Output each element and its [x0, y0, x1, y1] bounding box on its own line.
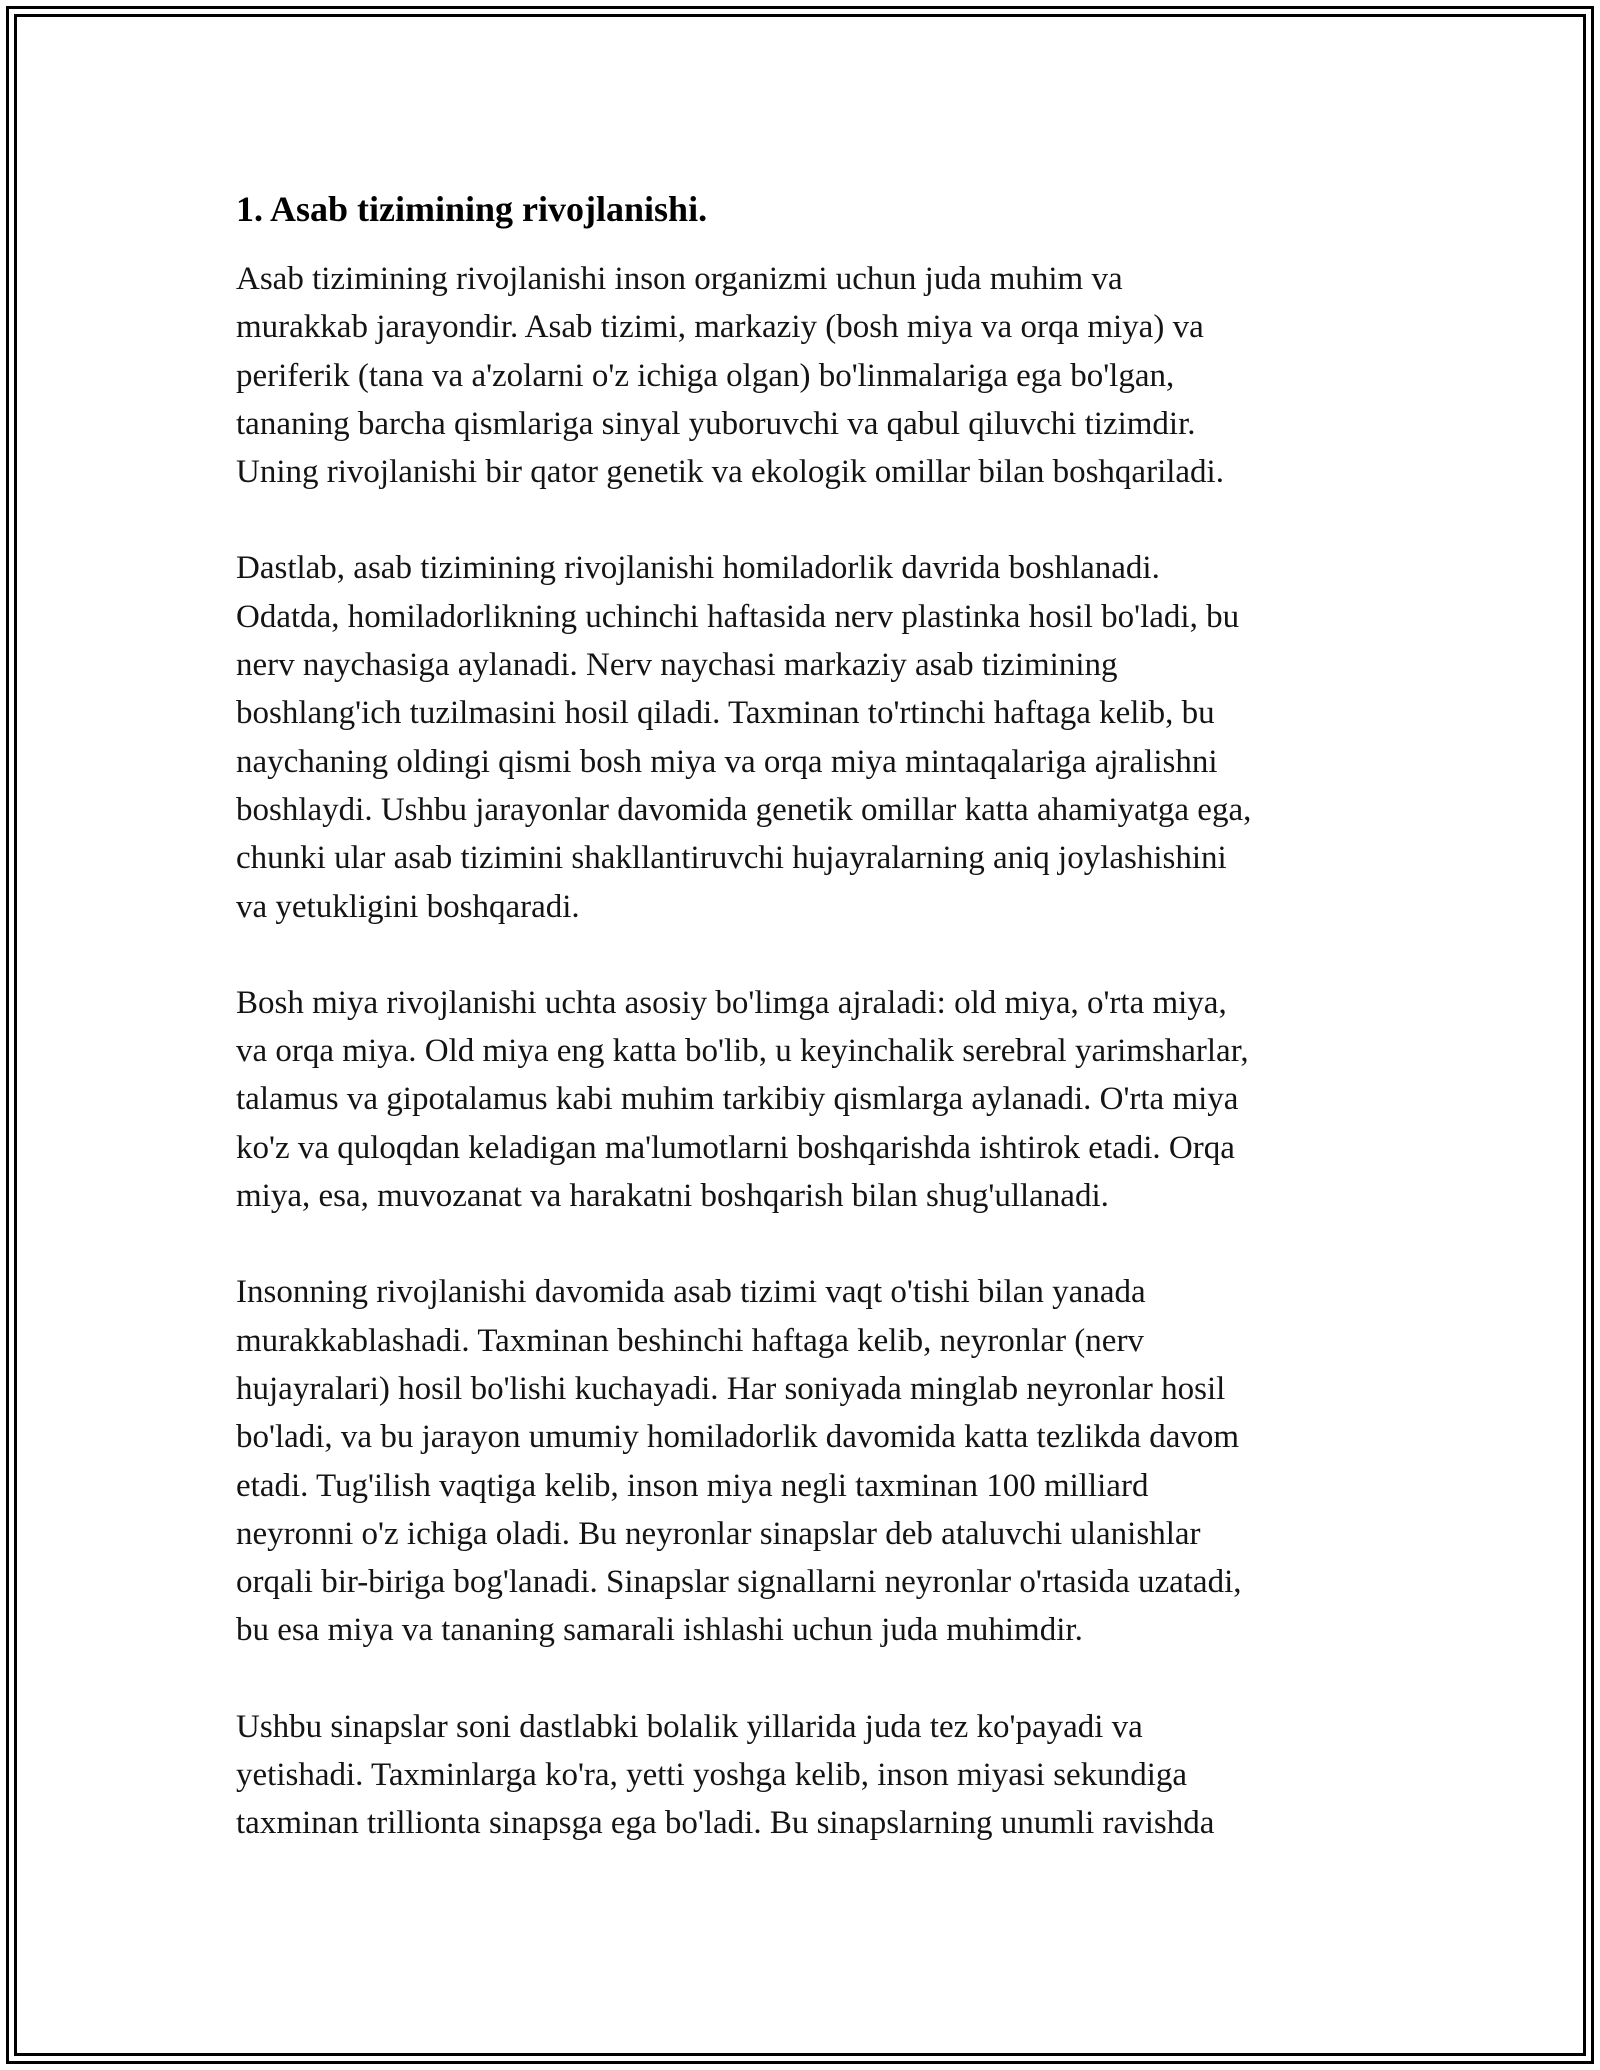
- paragraph-5: Ushbu sinapslar soni dastlabki bolalik yillarida juda tez ko'payadi va yetishadi. Taxminlarga ko'ra, yetti yoshga kelib, inson miyasi sekundiga taxminan trillionta sinapsga ega bo'ladi. Bu sinapslarning unumli ravishda: [236, 1708, 1215, 1842]
- section-heading: 1. Asab tizimining rivojlanishi.: [236, 189, 708, 229]
- paragraph-2: Dastlab, asab tizimining rivojlanishi homiladorlik davrida boshlanadi. Odatda, homiladorlikning uchinchi haftasida nerv plastinka hosil bo'ladi, bu nerv naychasiga aylanadi. Nerv naychasi markaziy asab tizimining boshlang'ich tuzilmasini hosil qiladi. Taxminan to'rtinchi haftaga kelib, bu naychaning oldingi qismi bosh miya va orqa miya mintaqalariga ajralishni boshlaydi. Ushbu jarayonlar davomida genetik omillar katta ahamiyatga ega, chunki ular asab tizimini shakllantiruvchi hujayralarning aniq joylashishini va yetukligini boshqaradi.: [236, 550, 1252, 925]
- paragraph-3: Bosh miya rivojlanishi uchta asosiy bo'limga ajraladi: old miya, o'rta miya, va orqa miya. Old miya eng katta bo'lib, u keyinchalik serebral yarimsharlar, talamus va gipotalamus kabi muhim tarkibiy qismlarga aylanadi. O'rta miya ko'z va quloqdan keladigan ma'lumotlarni boshqarishda ishtirok etadi. Orqa miya, esa, muvozanat va harakatni boshqarish bilan shug'ullanadi.: [236, 984, 1249, 1215]
- paragraph-1: Asab tizimining rivojlanishi inson organizmi uchun juda muhim va murakkab jarayondir. Asab tizimi, markaziy (bosh miya va orqa miya) va periferik (tana va a'zolarni o'z ichiga olgan) bo'linmalariga ega bo'lgan, tananing barcha qismlariga sinyal yuboruvchi va qabul qiluvchi tizimdir. Uning rivojlanishi bir qator genetik va ekologik omillar bilan boshqariladi.: [236, 261, 1224, 491]
- paragraph-4: Insonning rivojlanishi davomida asab tizimi vaqt o'tishi bilan yanada murakkablashadi. Taxminan beshinchi haftaga kelib, neyronlar (nerv hujayralari) hosil bo'lishi kuchayadi. Har soniyada minglab neyronlar hosil bo'ladi, va bu jarayon umumiy homiladorlik davomida katta tezlikda davom etadi. Tug'ilish vaqtiga kelib, inson miya negli taxminan 100 milliard neyronni o'z ichiga oladi. Bu neyronlar sinapslar deb ataluvchi ulanishlar orqali bir-biriga bog'lanadi. Sinapslar signallarni neyronlar o'rtasida uzatadi, bu esa miya va tananing samarali ishlashi uchun juda muhimdir.: [236, 1274, 1242, 1649]
- document-body: [236, 185, 1376, 1896]
